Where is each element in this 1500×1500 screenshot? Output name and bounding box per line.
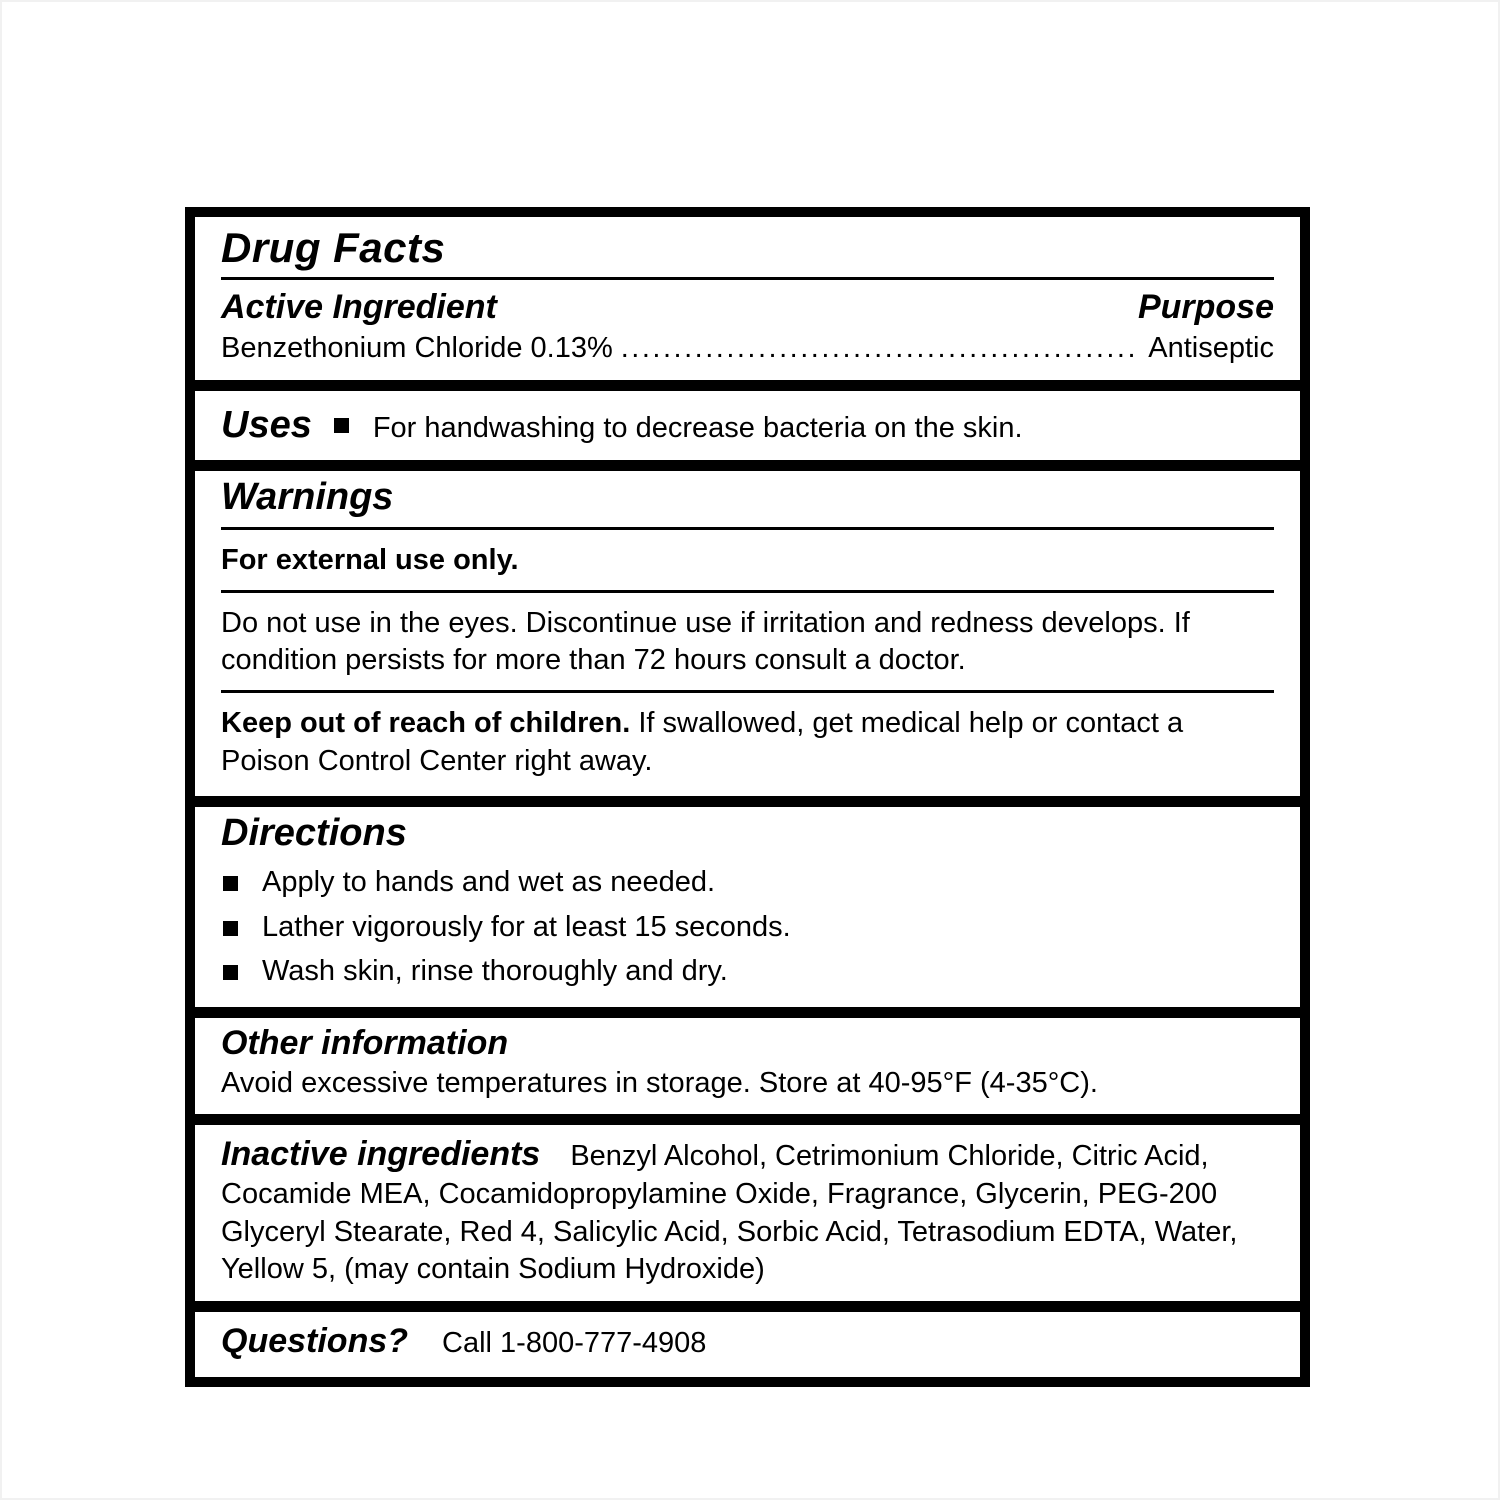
directions-item-text: Lather vigorously for at least 15 seconds. [262, 910, 791, 943]
uses-text: For handwashing to decrease bacteria on the skin. [372, 411, 1023, 444]
directions-heading: Directions [221, 812, 407, 855]
uses-row [221, 395, 1274, 455]
questions-row [221, 1320, 1274, 1363]
directions-item-text: Apply to hands and wet as needed. [262, 865, 716, 898]
section-directions [195, 807, 1300, 1007]
square-bullet-icon [223, 921, 238, 936]
questions-phone-text: Call 1-800-777-4908 [442, 1326, 707, 1359]
directions-item [221, 953, 1274, 991]
eyes-warning-text: Do not use in the eyes. Discontinue use if irritation and redness develops. If condition persists for more than 72 hours consult a doctor. [221, 606, 1190, 677]
section-questions [195, 1312, 1300, 1377]
label-title: Drug Facts [221, 224, 446, 271]
active-ingredient-row [221, 330, 1274, 368]
section-inactive-ingredients [195, 1125, 1300, 1301]
active-ingredient-purpose: Antiseptic [1148, 332, 1274, 365]
title-divider [221, 277, 1274, 280]
uses-heading: Uses [221, 403, 312, 446]
inactive-ingredients-text: Benzyl Alcohol, Cetrimonium Chloride, Citric Acid, Cocamide MEA, Cocamidopropylamine Oxide, Fragrance, Glycerin, PEG-200 Glyceryl Stearate, Red 4, Salicylic Acid, Sorbic Acid, Tetrasodium EDTA, Water, Yellow 5, (may contain Sodium Hydroxide) [221, 1140, 1238, 1286]
warnings-heading: Warnings [221, 476, 394, 519]
warnings-divider-2 [221, 590, 1274, 593]
questions-heading: Questions? [221, 1321, 409, 1360]
warnings-divider-1 [221, 527, 1274, 530]
active-ingredient-header-row [221, 286, 1274, 329]
keep-out-of-reach-rest: If swallowed, get medical help or contact a Poison Control Center right away. [221, 706, 1184, 777]
section-header [195, 217, 1300, 380]
purpose-heading: Purpose [1137, 287, 1274, 326]
directions-item [221, 909, 1274, 947]
inactive-ingredients-heading: Inactive ingredients [221, 1135, 541, 1174]
square-bullet-icon [334, 418, 349, 433]
keep-out-of-reach-bold: Keep out of reach of children. [221, 706, 631, 739]
keep-out-of-reach-text [221, 705, 1274, 780]
square-bullet-icon [223, 965, 238, 980]
inactive-ingredients-paragraph [221, 1133, 1274, 1289]
section-uses [195, 391, 1300, 461]
other-information-text: Avoid excessive temperatures in storage. Store at 40-95°F (4-35°C). [221, 1066, 1098, 1099]
directions-item-text: Wash skin, rinse thoroughly and dry. [262, 955, 728, 988]
dotted-leader [621, 330, 1141, 368]
active-ingredient-heading: Active Ingredient [221, 287, 497, 326]
warnings-divider-3 [221, 690, 1274, 693]
drug-facts-label [185, 207, 1310, 1387]
directions-item [221, 864, 1274, 902]
section-warnings [195, 471, 1300, 796]
section-other-information [195, 1018, 1300, 1114]
other-information-heading: Other information [221, 1024, 509, 1063]
directions-list [221, 864, 1274, 991]
square-bullet-icon [223, 876, 238, 891]
external-use-text: For external use only. [221, 543, 519, 576]
active-ingredient-name: Benzethonium Chloride 0.13% [221, 332, 613, 365]
